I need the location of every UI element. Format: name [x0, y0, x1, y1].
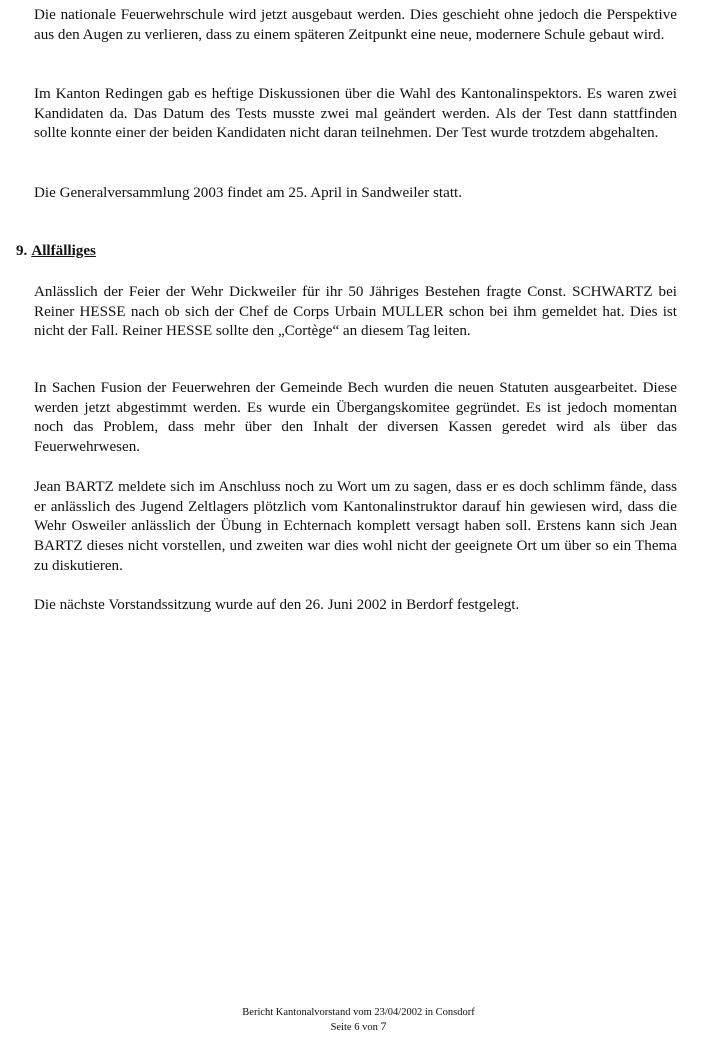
- section-heading: [16, 243, 96, 260]
- section-title: Allfälliges: [31, 243, 96, 259]
- footer-page-total: 7: [380, 1018, 387, 1033]
- paragraph-generalversammlung: Die Generalversammlung 2003 findet am 25. April in Sandweiler statt.: [34, 185, 462, 201]
- footer-page-current: 6: [354, 1021, 360, 1033]
- paragraph-feuerwehrschule: Die nationale Feuerwehrschule wird jetzt ausgebaut werden. Dies geschieht ohne jedoch die Perspektive aus den Augen zu verlieren, dass zu einem späteren Zeitpunkt eine neue, modernere Schule gebaut wird.: [34, 7, 677, 43]
- paragraph-jean-bartz: Jean BARTZ meldete sich im Anschluss noch zu Wort um zu sagen, dass er es doch schlimm fände, dass er anlässlich des Jugend Zeltlagers plötzlich vom Kantonalinstruktor darauf hin gewiesen wird, dass die Wehr Osweiler anlässlich der Übung in Echternach komplett versagt haben soll. Erstens kann sich Jean BARTZ dieses nicht vorstellen, und zweiten war dies wohl nicht der geeignete Ort um über so ein Thema zu diskutieren.: [34, 479, 677, 574]
- paragraph-dickweiler: Anlässlich der Feier der Wehr Dickweiler für ihr 50 Jähriges Bestehen fragte Const. SCHWARTZ bei Reiner HESSE nach ob sich der Chef de Corps Urbain MULLER schon bei ihm gemeldet hat. Dies ist nicht der Fall. Reiner HESSE sollte den „Cortège“ an diesem Tag leiten.: [34, 284, 677, 340]
- footer-page-number: [0, 1020, 717, 1035]
- footer-page-sep: von: [362, 1021, 378, 1033]
- paragraph-naechste-sitzung: Die nächste Vorstandssitzung wurde auf den 26. Juni 2002 in Berdorf festgelegt.: [34, 597, 520, 613]
- paragraph-fusion-bech: In Sachen Fusion der Feuerwehren der Gemeinde Bech wurden die neuen Statuten ausgearbeitet. Diese werden jetzt abgestimmt werden. Es wurde ein Übergangskomitee gegründet. Es ist jedoch momentan noch das Problem, dass mehr über den Inhalt der diversen Kassen geredet wird als über das Feuerwehrwesen.: [34, 380, 677, 456]
- page-footer: [0, 1006, 717, 1034]
- section-number: 9.: [16, 243, 28, 259]
- footer-page-prefix: Seite: [330, 1021, 352, 1033]
- footer-report-title: Bericht Kantonalvorstand vom 23/04/2002 in Consdorf: [242, 1007, 475, 1018]
- paragraph-kantonalinspektor: Im Kanton Redingen gab es heftige Diskussionen über die Wahl des Kantonalinspektors. Es waren zwei Kandidaten da. Das Datum des Tests musste zwei mal geändert werden. Als der Test dann stattfinden sollte konnte einer der beiden Kandidaten nicht daran teilnehmen. Der Test wurde trotzdem abgehalten.: [34, 86, 677, 142]
